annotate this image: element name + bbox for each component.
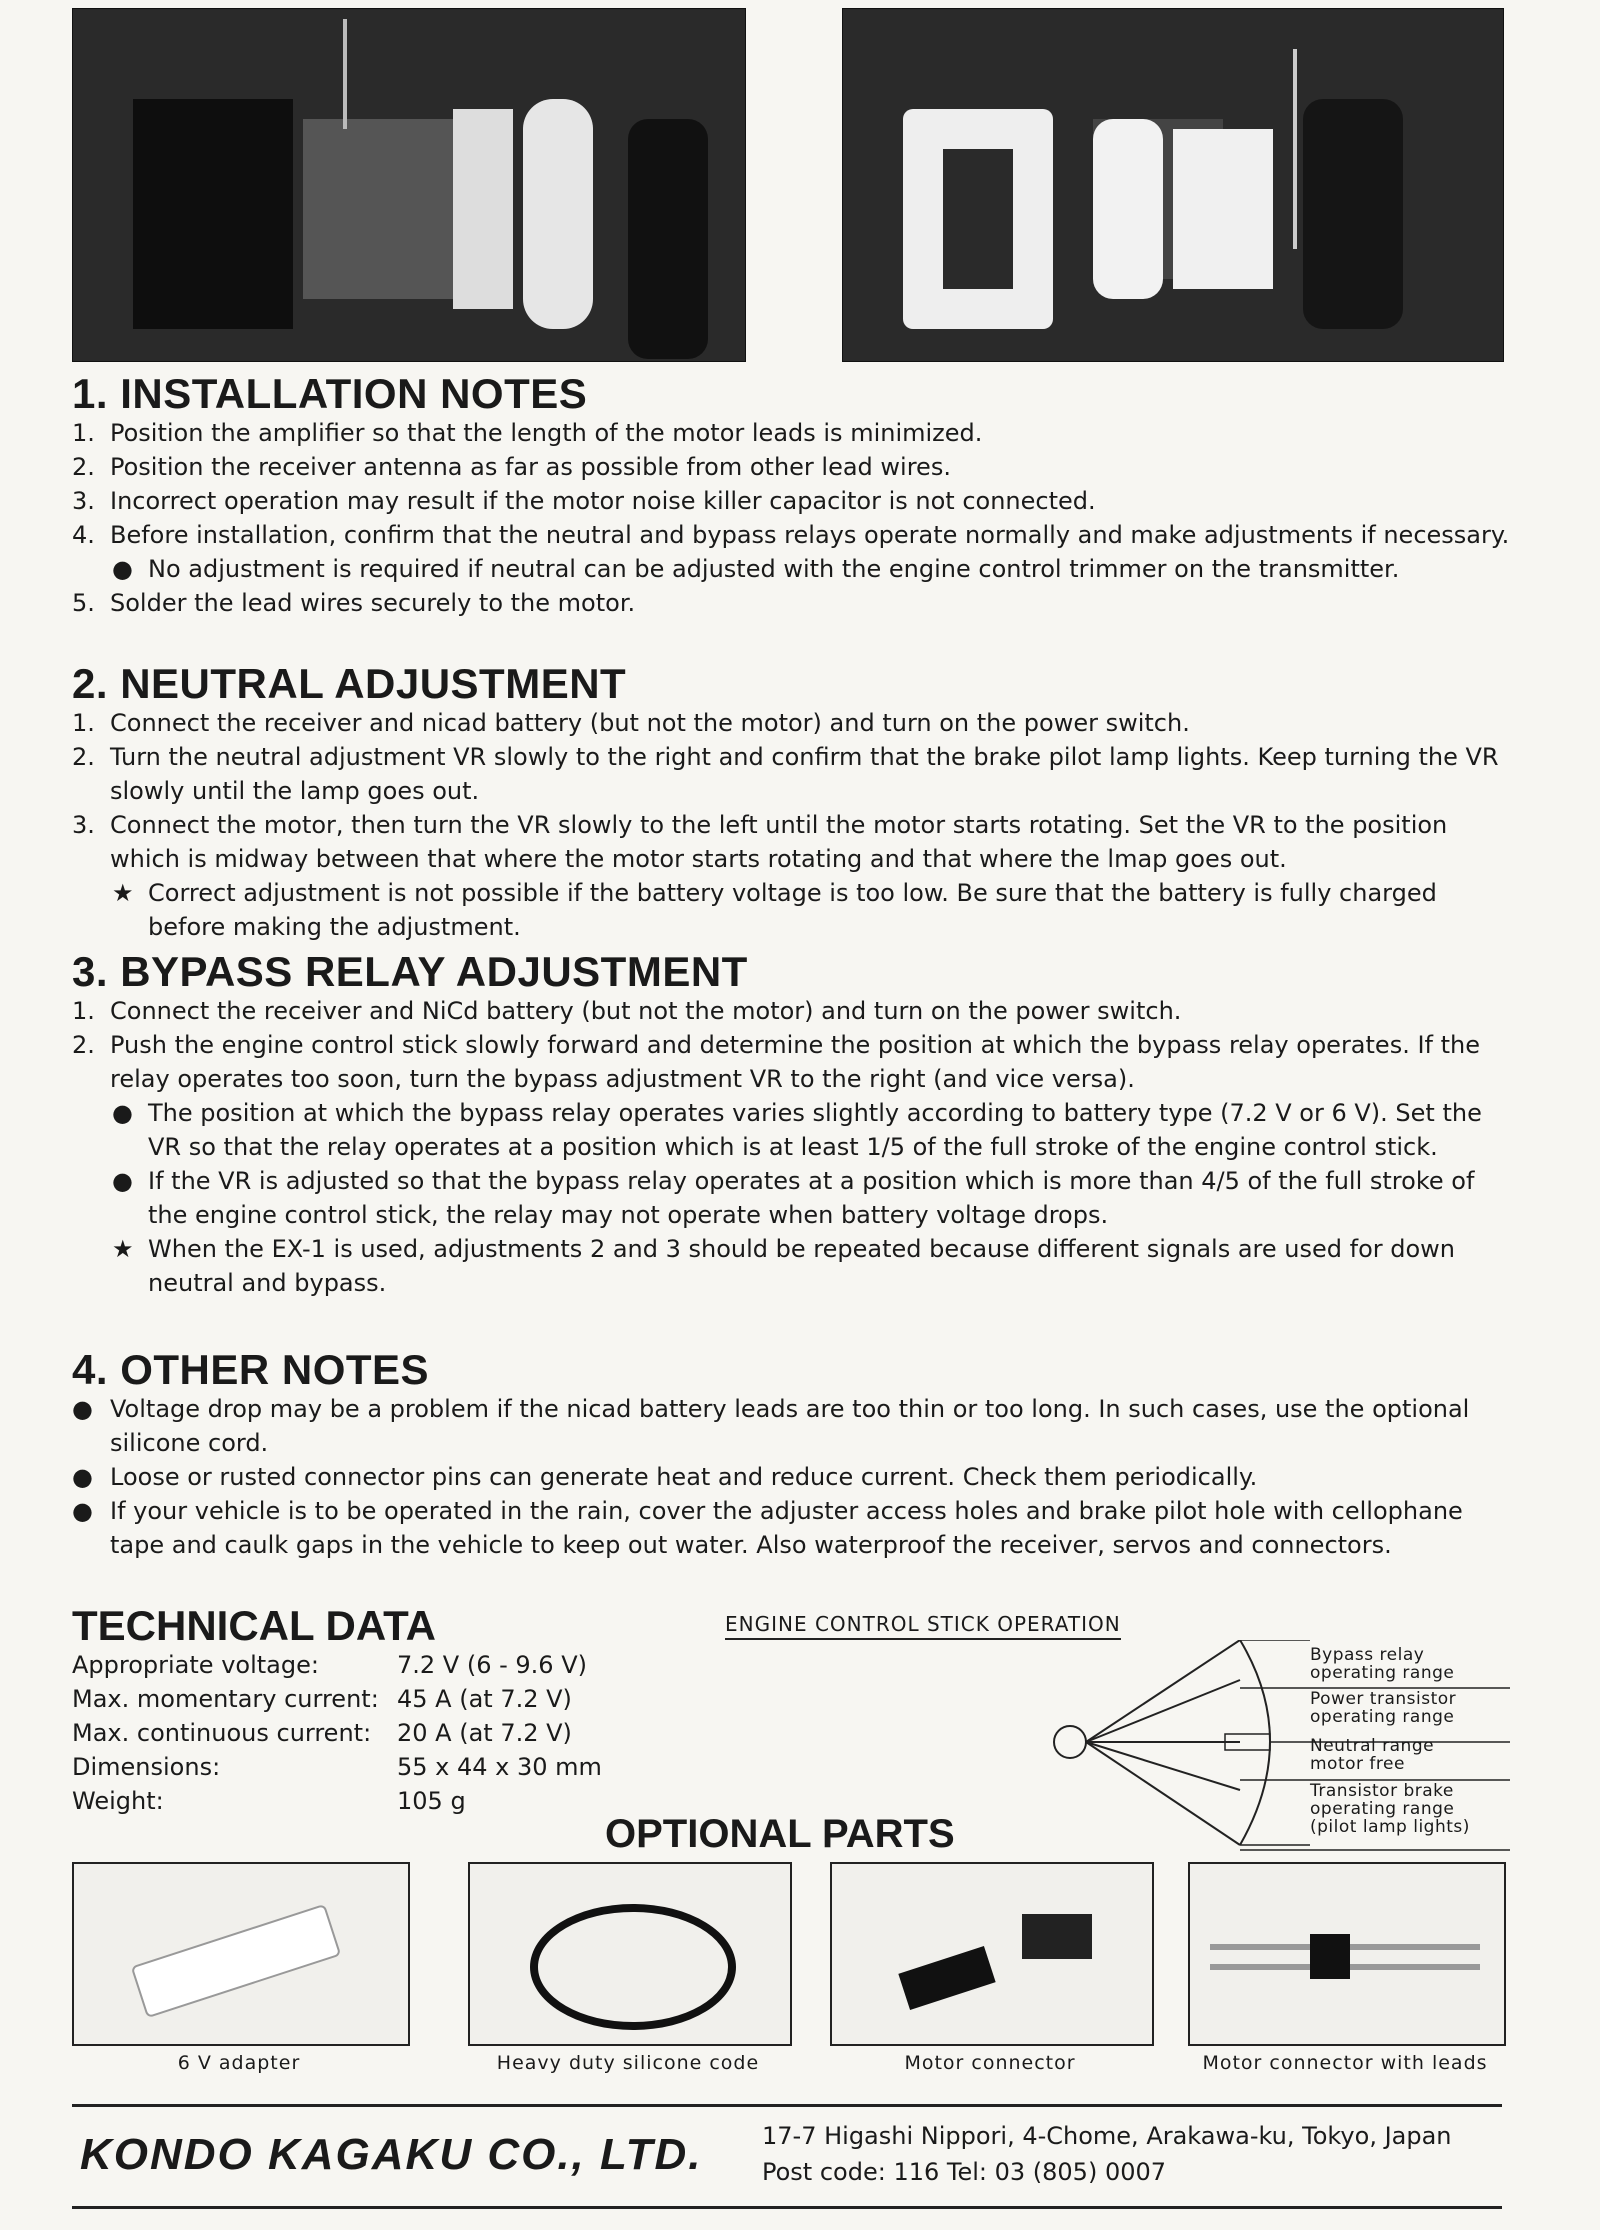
list-item: ★ Correct adjustment is not possible if the battery voltage is too low. Be sure that the battery is fully charged before making the adjustment. — [112, 879, 1437, 941]
list-item: 5. Solder the lead wires securely to the motor. — [72, 589, 636, 617]
bypass-relay-adjustment — [72, 994, 1512, 1300]
part-caption-motor-connector: Motor connector — [904, 2052, 1076, 2074]
section-title-neutral: 2. NEUTRAL ADJUSTMENT — [72, 660, 627, 707]
list-item: 1. Position the amplifier so that the length of the motor leads is minimized. — [72, 419, 983, 447]
part-photo-connector-leads — [1188, 1862, 1506, 2046]
list-item: ● Loose or rusted connector pins can generate heat and reduce current. Check them periodically. — [72, 1463, 1258, 1491]
footer-rule-top — [72, 2104, 1502, 2107]
list-item: ● No adjustment is required if neutral can be adjusted with the engine control trimmer on the transmitter. — [112, 555, 1400, 583]
part-photo-motor-connector — [830, 1862, 1154, 2046]
installation-notes — [72, 416, 1512, 620]
range-bypass: Bypass relay operating range — [1310, 1645, 1455, 1683]
part-caption-adapter: 6 V adapter — [177, 2052, 301, 2074]
list-item: ● Voltage drop may be a problem if the nicad battery leads are too thin or too long. In such cases, use the optional silicone cord. — [72, 1395, 1470, 1457]
list-item: 2. Position the receiver antenna as far as possible from other lead wires. — [72, 453, 951, 481]
footer-rule-bottom — [72, 2206, 1502, 2209]
range-power-transistor: Power transistor operating range — [1310, 1689, 1457, 1727]
optional-parts-title: OPTIONAL PARTS — [605, 1812, 955, 1856]
company-address: 17-7 Higashi Nippori, 4-Chome, Arakawa-ku, Tokyo, Japan Post code: 116 Tel: 03 (805) 0007 — [762, 2122, 1452, 2186]
table-row: Appropriate voltage: 7.2 V (6 - 9.6 V) — [72, 1651, 587, 1679]
other-notes — [72, 1392, 1512, 1562]
technical-data-table — [72, 1648, 602, 1818]
engine-control-title: ENGINE CONTROL STICK OPERATION — [725, 1612, 1121, 1640]
list-item: 3. Connect the motor, then turn the VR slowly to the left until the motor starts rotating. Set the VR to the position which is midway between that where the motor starts rotating and that where the lmap goes out. — [72, 811, 1448, 873]
section-title-installation: 1. INSTALLATION NOTES — [72, 370, 588, 417]
technical-data-title: TECHNICAL DATA — [72, 1602, 436, 1649]
list-item: 2. Turn the neutral adjustment VR slowly to the right and confirm that the brake pilot lamp lights. Keep turning the VR slowly until the lamp goes out. — [72, 743, 1499, 805]
range-neutral: Neutral range motor free — [1310, 1736, 1435, 1774]
table-row: Max. momentary current: 45 A (at 7.2 V) — [72, 1685, 572, 1713]
list-item: 2. Push the engine control stick slowly forward and determine the position at which the bypass relay operates. If the relay operates too soon, turn the bypass adjustment VR to the right (and vice versa). — [72, 1031, 1480, 1093]
list-item: 1. Connect the receiver and nicad battery (but not the motor) and turn on the power switch. — [72, 709, 1190, 737]
part-photo-adapter — [72, 1862, 410, 2046]
company-name: KONDO KAGAKU CO., LTD. — [80, 2130, 703, 2179]
section-title-bypass: 3. BYPASS RELAY ADJUSTMENT — [72, 948, 748, 995]
list-item: ● If your vehicle is to be operated in the rain, cover the adjuster access holes and brake pilot hole with cellophane tape and caulk gaps in the vehicle to keep out water. Also waterproof the receiver, servos and connectors. — [72, 1497, 1463, 1559]
list-item: ● The position at which the bypass relay operates varies slightly according to battery type (7.2 V or 6 V). Set the VR so that the relay operates at a position which is at least 1/5 of the full stroke of the engine control stick. — [112, 1099, 1482, 1161]
list-item: 4. Before installation, confirm that the neutral and bypass relays operate normally and make adjustments if necessary. — [72, 521, 1510, 549]
list-item: ★ When the EX-1 is used, adjustments 2 and 3 should be repeated because different signals are used for down neutral and bypass. — [112, 1235, 1456, 1297]
list-item: 3. Incorrect operation may result if the motor noise killer capacitor is not connected. — [72, 487, 1096, 515]
car-photo-left — [72, 8, 746, 362]
part-caption-connector-leads: Motor connector with leads — [1202, 2052, 1488, 2074]
table-row: Dimensions: 55 x 44 x 30 mm — [72, 1753, 602, 1781]
table-row: Weight: 105 g — [72, 1787, 466, 1815]
car-photo-right — [842, 8, 1504, 362]
list-item: 1. Connect the receiver and NiCd battery (but not the motor) and turn on the power switch. — [72, 997, 1182, 1025]
neutral-adjustment — [72, 706, 1512, 944]
table-row: Max. continuous current: 20 A (at 7.2 V) — [72, 1719, 572, 1747]
list-item: ● If the VR is adjusted so that the bypass relay operates at a position which is more than 4/5 of the full stroke of the engine control stick, the relay may not operate when battery voltage drops. — [112, 1167, 1475, 1229]
range-transistor-brake: Transistor brake operating range (pilot lamp lights) — [1310, 1781, 1470, 1837]
section-title-other: 4. OTHER NOTES — [72, 1346, 430, 1393]
part-photo-silicone-cord — [468, 1862, 792, 2046]
part-caption-silicone-cord: Heavy duty silicone code — [496, 2052, 760, 2074]
